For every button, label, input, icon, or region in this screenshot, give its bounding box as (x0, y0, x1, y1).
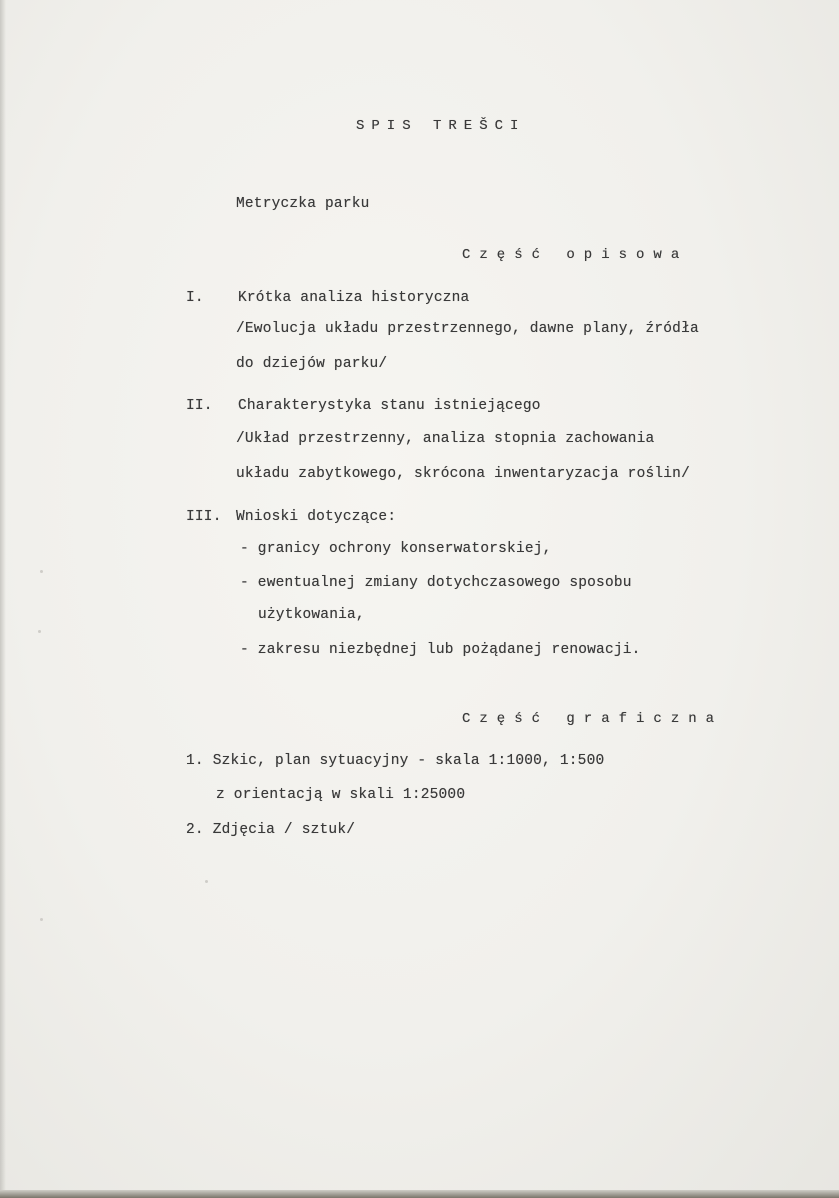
graphic-item-2: 2. Zdjęcia / sztuk/ (186, 822, 356, 838)
item-2-desc-line1: /Układ przestrzenny, analiza stopnia zachowania (236, 431, 655, 447)
item-number-3: III. (186, 509, 222, 525)
paper-speck (38, 630, 41, 633)
paper-speck (40, 570, 43, 573)
item-2-desc-line2: układu zabytkowego, skrócona inwentaryzacja roślin/ (236, 466, 690, 482)
item-3-bullet-3: - zakresu niezbędnej lub pożądanej renowacji. (240, 642, 641, 658)
paper-speck (40, 918, 43, 921)
item-1-title: Krótka analiza historyczna (238, 290, 470, 306)
graphic-item-1: 1. Szkic, plan sytuacyjny - skala 1:1000, 1:500 (186, 753, 605, 769)
item-3-bullet-2-cont: użytkowania, (258, 607, 365, 623)
paper-speck (205, 880, 208, 883)
section-heading-graphic: Część graficzna (462, 711, 724, 727)
item-3-title: Wnioski dotyczące: (236, 509, 397, 525)
item-number-1: I. (186, 290, 204, 306)
item-3-bullet-2: - ewentualnej zmiany dotychczasowego sposobu (240, 575, 632, 591)
item-1-desc-line2: do dziejów parku/ (236, 356, 388, 372)
page-title: SPIS TREŠCI (356, 118, 526, 134)
metryczka-line: Metryczka parku (236, 196, 370, 212)
section-heading-descriptive: Część opisowa (462, 247, 689, 263)
item-2-title: Charakterystyka stanu istniejącego (238, 398, 541, 414)
item-3-bullet-1: - granicy ochrony konserwatorskiej, (240, 541, 552, 557)
page-bottom-edge (0, 1190, 839, 1198)
item-1-desc-line1: /Ewolucja układu przestrzennego, dawne plany, źródła (236, 321, 699, 337)
graphic-item-1-cont: z orientacją w skali 1:25000 (216, 787, 466, 803)
item-number-2: II. (186, 398, 213, 414)
